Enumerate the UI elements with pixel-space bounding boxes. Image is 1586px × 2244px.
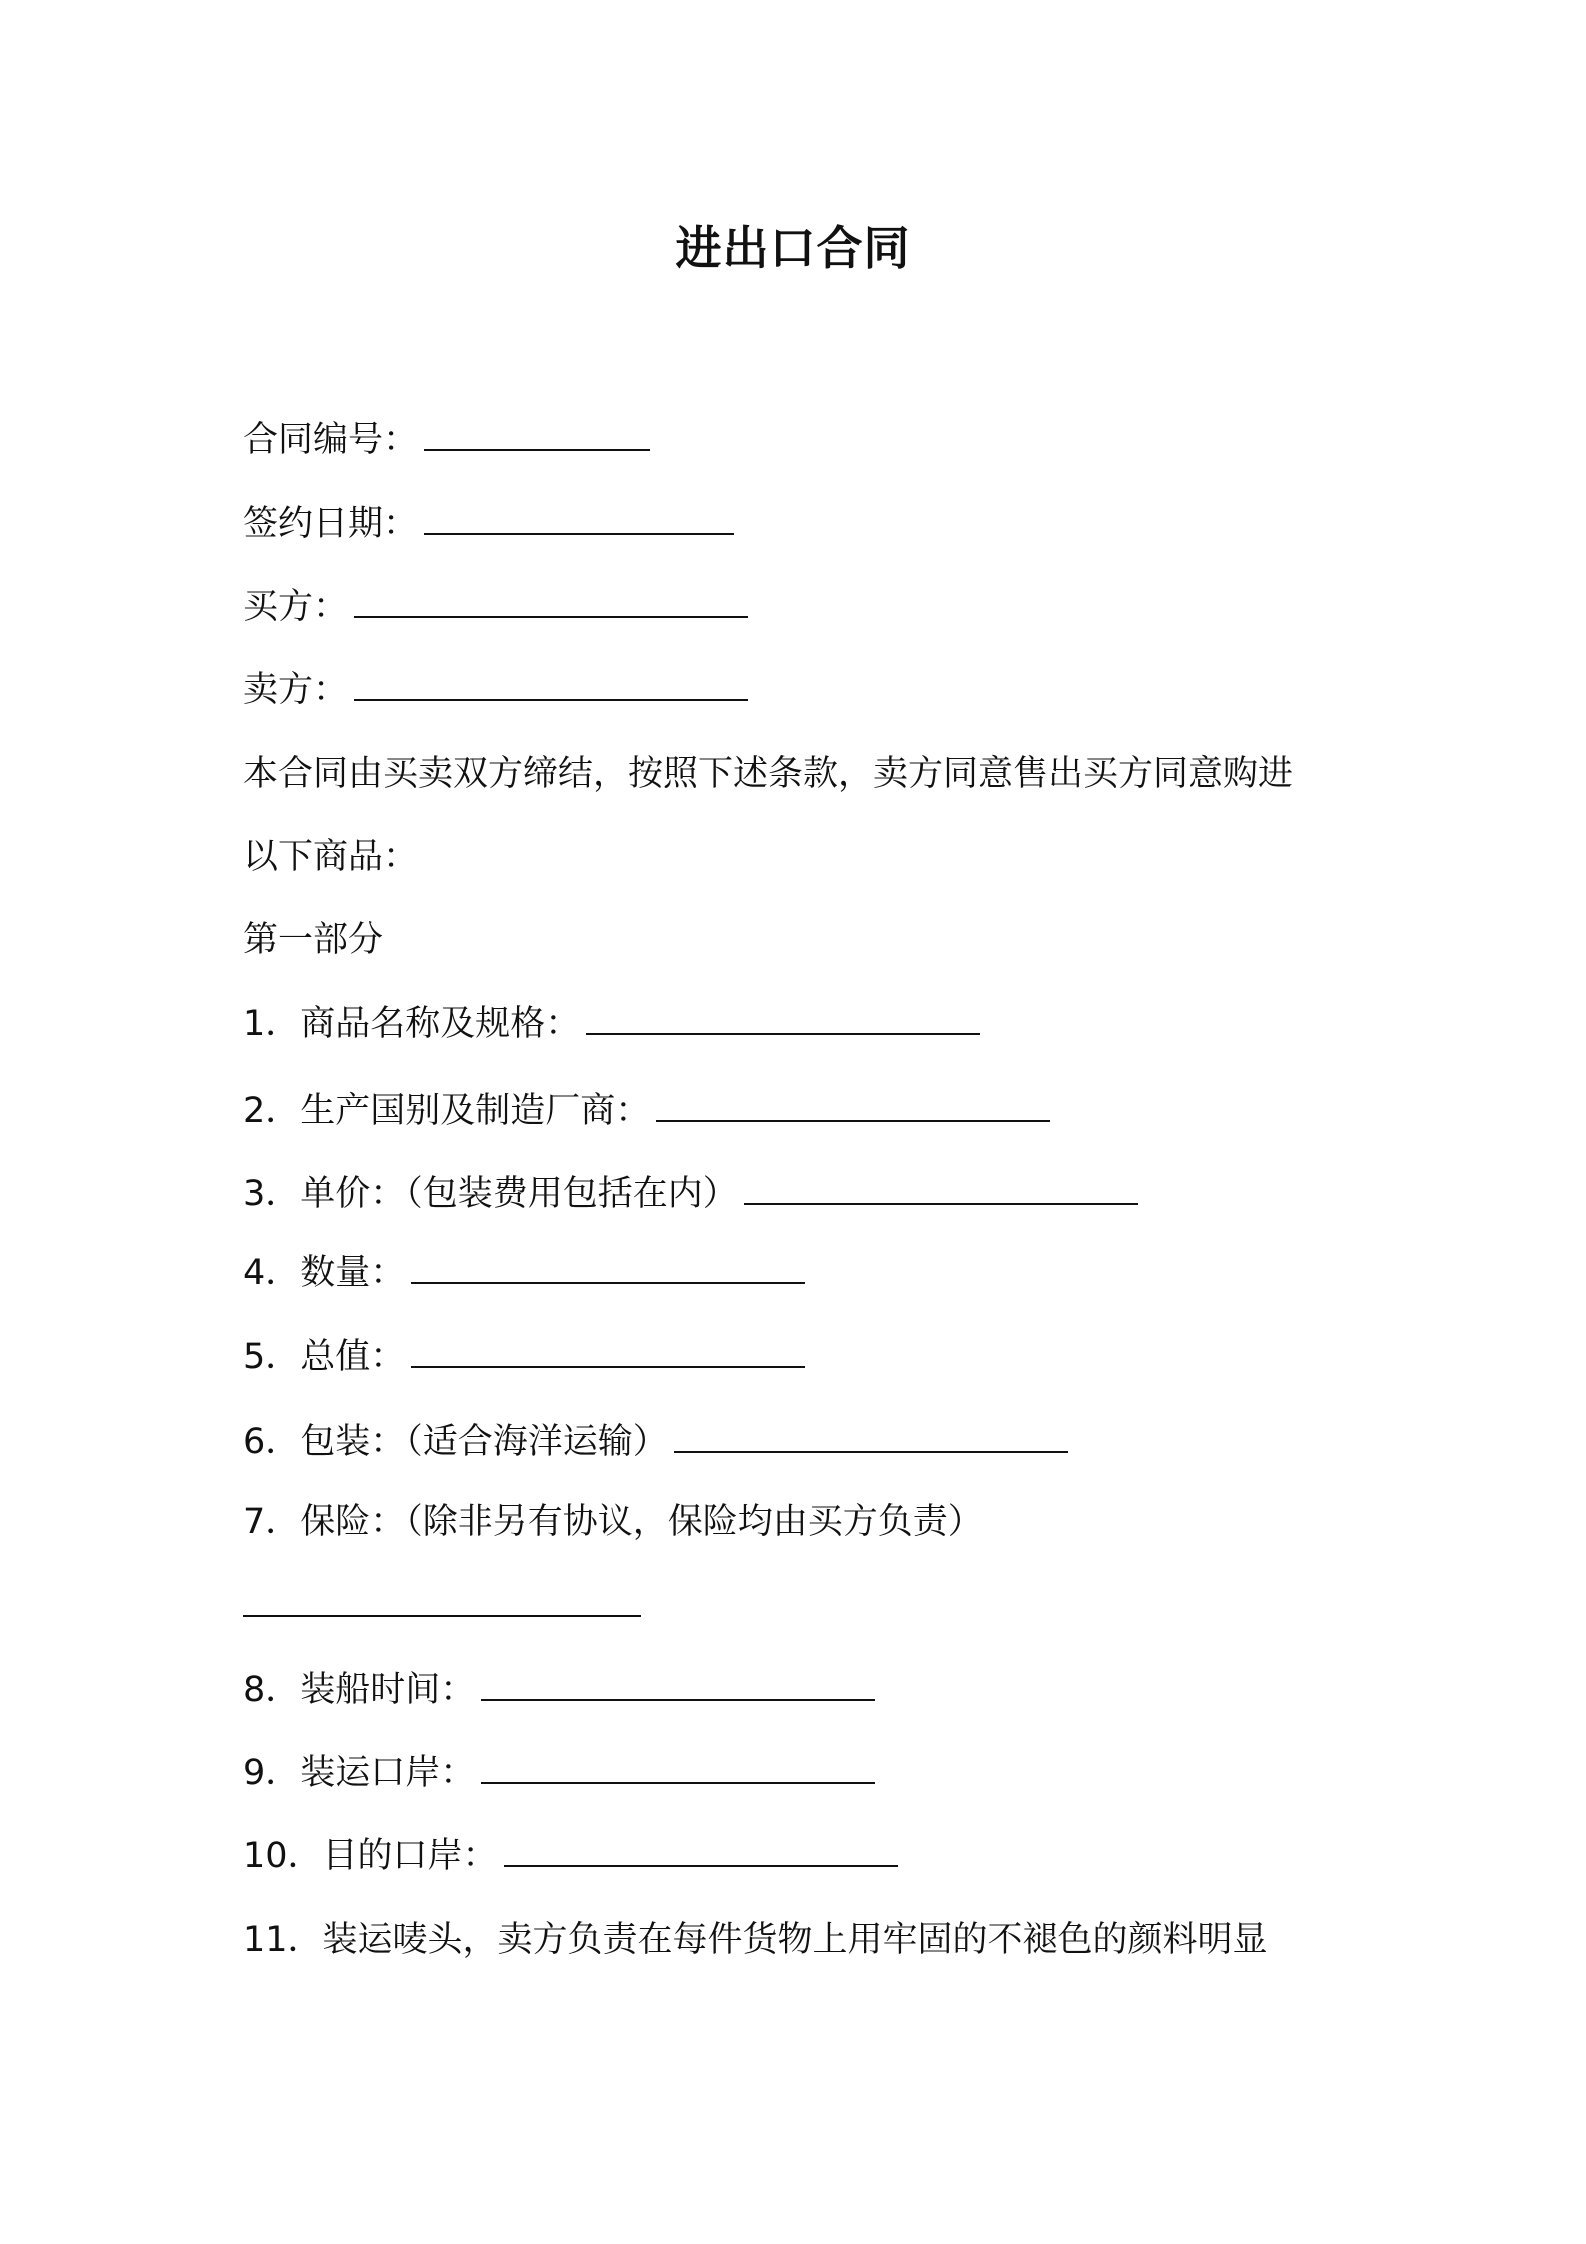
item-10 [243, 1832, 898, 1880]
item-5-label: 5．总值： [243, 1337, 406, 1377]
item-9-blank[interactable] [481, 1752, 875, 1784]
item-10-blank[interactable] [504, 1835, 898, 1867]
item-3-label: 3．单价：（包装费用包括在内） [243, 1174, 738, 1214]
item-8 [243, 1666, 875, 1714]
item-4-blank[interactable] [411, 1252, 805, 1284]
item-8-label: 8．装船时间： [243, 1670, 476, 1710]
item-7-blank-line [243, 1582, 641, 1630]
item-1-blank[interactable] [586, 1003, 980, 1035]
item-3 [243, 1170, 1138, 1218]
contract-number-label: 合同编号： [243, 420, 419, 460]
item-6-label: 6．包装：（适合海洋运输） [243, 1422, 668, 1462]
item-5-blank[interactable] [411, 1336, 805, 1368]
buyer-label: 买方： [243, 587, 349, 627]
item-10-label: 10．目的口岸： [243, 1836, 498, 1876]
seller-label: 卖方： [243, 670, 349, 710]
item-6-blank[interactable] [674, 1421, 1068, 1453]
item-2-label: 2．生产国别及制造厂商： [243, 1091, 651, 1131]
item-2 [243, 1087, 1050, 1135]
contract-number-field [243, 416, 650, 464]
item-1-label: 1．商品名称及规格： [243, 1004, 581, 1044]
item-9-label: 9．装运口岸： [243, 1753, 476, 1793]
seller-field [243, 666, 748, 714]
item-11: 11．装运唛头，卖方负责在每件货物上用牢固的不褪色的颜料明显 [243, 1920, 1268, 1960]
item-3-blank[interactable] [744, 1173, 1138, 1205]
item-4 [243, 1249, 805, 1297]
buyer-field [243, 583, 748, 631]
item-9 [243, 1749, 875, 1797]
intro-line-2: 以下商品： [243, 837, 419, 877]
intro-line-1: 本合同由买卖双方缔结，按照下述条款，卖方同意售出买方同意购进 [243, 754, 1294, 794]
part-heading: 第一部分 [243, 920, 384, 960]
contract-number-blank[interactable] [424, 419, 650, 451]
sign-date-label: 签约日期： [243, 504, 419, 544]
item-7-blank[interactable] [243, 1585, 641, 1617]
sign-date-blank[interactable] [424, 503, 734, 535]
item-8-blank[interactable] [481, 1669, 875, 1701]
buyer-blank[interactable] [354, 586, 748, 618]
item-6 [243, 1418, 1068, 1466]
document-title: 进出口合同 [675, 221, 911, 275]
item-2-blank[interactable] [656, 1090, 1050, 1122]
seller-blank[interactable] [354, 669, 748, 701]
item-7: 7．保险：（除非另有协议，保险均由买方负责） [243, 1502, 983, 1542]
item-1 [243, 1000, 980, 1048]
sign-date-field [243, 500, 734, 548]
item-4-label: 4．数量： [243, 1253, 406, 1293]
item-5 [243, 1333, 805, 1381]
